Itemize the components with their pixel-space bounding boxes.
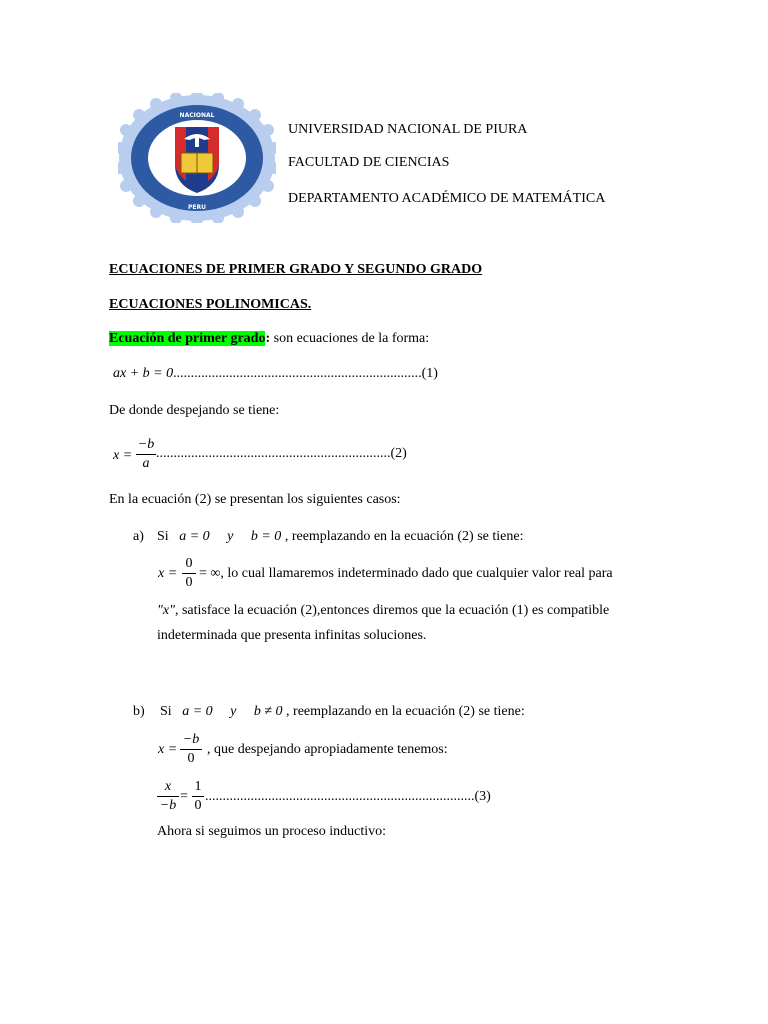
case-a-y: y bbox=[227, 529, 234, 544]
case-b-numerator: −b bbox=[182, 732, 200, 747]
term-colon: : bbox=[265, 331, 271, 346]
case-b-si: Si bbox=[160, 704, 172, 719]
university-name: UNIVERSIDAD NACIONAL DE PIURA bbox=[288, 122, 528, 137]
case-a-rest: , reemplazando en la ecuación (2) se tiene: bbox=[284, 529, 524, 544]
paragraph-casos: En la ecuación (2) se presentan los siguientes casos: bbox=[109, 492, 401, 507]
equation-1-ref: (1) bbox=[421, 366, 438, 381]
university-seal-logo bbox=[118, 93, 276, 223]
department-name: DEPARTAMENTO ACADÉMICO DE MATEMÁTICA bbox=[288, 191, 606, 206]
case-a-numerator: 0 bbox=[185, 556, 193, 571]
case-b-eq-x: x = bbox=[158, 742, 178, 757]
case-a-line2-text: , satisface la ecuación (2),entonces diremos que la ecuación (1) es compatible bbox=[174, 603, 610, 618]
equation-2-tail bbox=[156, 446, 407, 462]
equation-2-numerator: −b bbox=[137, 437, 155, 452]
equation-3-ref: (3) bbox=[474, 789, 491, 804]
case-b-rest: , reemplazando en la ecuación (2) se tiene: bbox=[286, 704, 525, 719]
case-a-line1-text: , lo cual llamaremos indeterminado dado que cualquier valor real para bbox=[220, 566, 613, 581]
equation-3-fraction-right bbox=[192, 778, 204, 815]
equation-3-equals: = bbox=[180, 789, 188, 804]
equation-2-ref: (2) bbox=[390, 446, 407, 461]
equation-1 bbox=[113, 366, 438, 382]
case-b-condition bbox=[160, 704, 525, 720]
document-title: ECUACIONES DE PRIMER GRADO Y SEGUNDO GRADO bbox=[109, 262, 483, 277]
case-a-line2 bbox=[157, 603, 609, 619]
svg-text:PERU: PERU bbox=[188, 204, 206, 211]
svg-text:NACIONAL: NACIONAL bbox=[179, 112, 215, 119]
case-a-cond1: a = 0 bbox=[179, 529, 210, 544]
equation-2-denominator: a bbox=[142, 456, 150, 471]
equation-1-dots: ....................................................................... bbox=[173, 366, 422, 381]
highlighted-term: Ecuación de primer grado bbox=[109, 331, 266, 346]
case-b-label: b) bbox=[133, 704, 145, 719]
case-b-line1: , que despejando apropiadamente tenemos: bbox=[207, 742, 448, 757]
case-a-eq-x: x = bbox=[158, 566, 178, 581]
case-a-fraction bbox=[182, 555, 196, 592]
case-a-condition bbox=[157, 529, 523, 545]
case-a-infinity: = ∞ bbox=[199, 566, 221, 581]
equation-2-x: x = bbox=[113, 448, 133, 463]
case-a-si: Si bbox=[157, 529, 169, 544]
section-first-degree-text: son ecuaciones de la forma: bbox=[270, 331, 430, 346]
equation-3-denominator-right: 0 bbox=[194, 798, 202, 813]
case-a-cond2: b = 0 bbox=[250, 529, 282, 544]
case-a-quote-x: "x" bbox=[157, 603, 175, 618]
equation-2-dots: ................................................................... bbox=[156, 446, 391, 461]
case-a-denominator: 0 bbox=[185, 575, 193, 590]
document-subtitle: ECUACIONES POLINOMICAS. bbox=[109, 297, 312, 312]
equation-3-numerator-right: 1 bbox=[194, 779, 202, 794]
paragraph-inductivo: Ahora si seguimos un proceso inductivo: bbox=[157, 824, 387, 839]
equation-3-denominator-left: −b bbox=[159, 798, 177, 813]
equation-1-expression: ax + b = 0 bbox=[113, 366, 174, 381]
case-b-cond1: a = 0 bbox=[182, 704, 213, 719]
case-b-y: y bbox=[230, 704, 237, 719]
equation-3-tail bbox=[205, 789, 491, 805]
equation-2-fraction bbox=[136, 436, 156, 473]
equation-3-numerator-left: x bbox=[164, 779, 172, 794]
paragraph-despejando: De donde despejando se tiene: bbox=[109, 403, 280, 418]
equation-3-fraction-left bbox=[157, 778, 179, 815]
section-first-degree bbox=[109, 331, 429, 347]
case-a-line1 bbox=[199, 566, 613, 582]
faculty-name: FACULTAD DE CIENCIAS bbox=[288, 155, 450, 170]
case-b-fraction bbox=[180, 731, 202, 768]
case-a-line3: indeterminada que presenta infinitas soluciones. bbox=[157, 628, 427, 643]
case-b-cond2: b ≠ 0 bbox=[253, 704, 283, 719]
case-b-denominator: 0 bbox=[187, 751, 195, 766]
case-a-label: a) bbox=[133, 529, 144, 544]
equation-3-dots: ............................................................................. bbox=[205, 789, 475, 804]
